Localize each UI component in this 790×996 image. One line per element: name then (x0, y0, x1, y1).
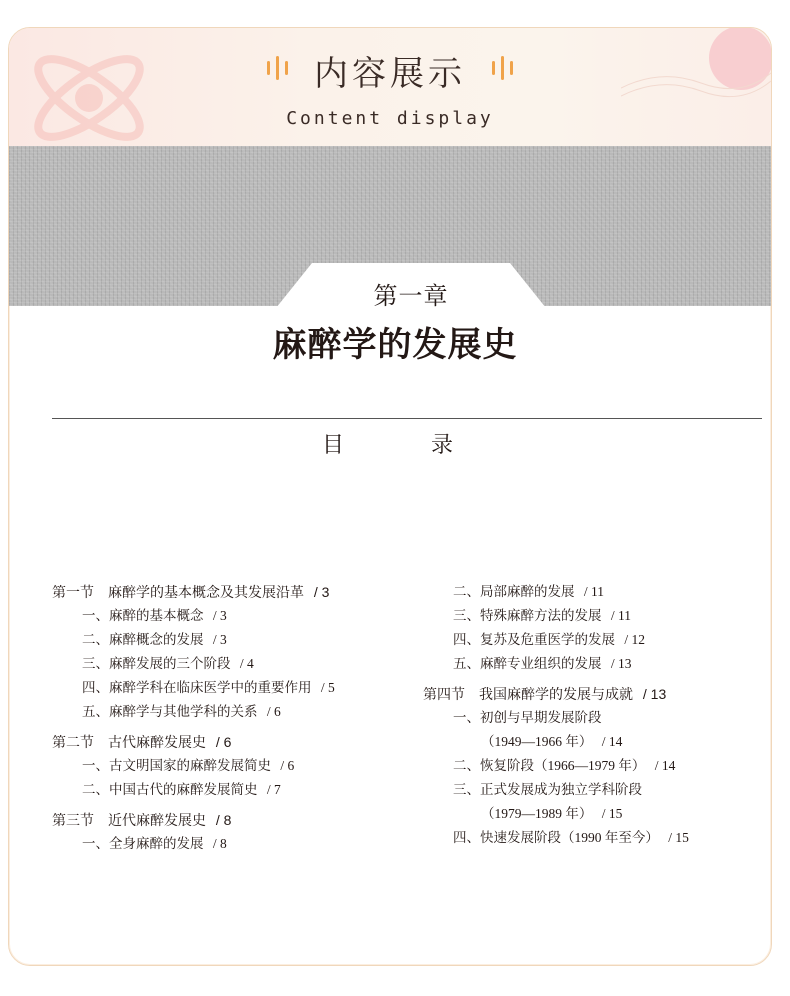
chapter-label: 第一章 (373, 282, 449, 310)
toc-entry (52, 676, 412, 700)
toc-section (52, 580, 412, 604)
toc-page-number: / 6 (263, 704, 281, 719)
toc-entry (52, 700, 412, 724)
toc-entry (52, 604, 412, 628)
bars-right-icon (489, 56, 516, 86)
toc-page-number: / 12 (621, 632, 646, 647)
toc-entry (423, 730, 763, 754)
toc-page-number: / 3 (310, 584, 330, 600)
toc-entry (423, 826, 763, 850)
toc-page-number: / 3 (209, 608, 227, 623)
toc-entry-text: 二、局部麻醉的发展 (453, 584, 575, 599)
toc-entry-text: 一、古文明国家的麻醉发展简史 (82, 758, 271, 773)
toc-entry-text: 二、麻醉概念的发展 (82, 632, 204, 647)
toc-entry-text: 三、特殊麻醉方法的发展 (453, 608, 602, 623)
toc-entry-text: 四、复苏及危重医学的发展 (453, 632, 615, 647)
toc-entry (423, 580, 763, 604)
toc-entry-text: 二、中国古代的麻醉发展简史 (82, 782, 258, 797)
toc-entry (52, 832, 412, 856)
toc-heading: 目 录 (322, 433, 493, 458)
toc-entry-text: 四、麻醉学科在临床医学中的重要作用 (82, 680, 312, 695)
toc-entry-text: 一、全身麻醉的发展 (82, 836, 204, 851)
toc-section (52, 730, 412, 754)
toc-entry (423, 802, 763, 826)
toc-entry-text: 三、麻醉发展的三个阶段 (82, 656, 231, 671)
header-banner (9, 28, 771, 146)
toc-page-number: / 4 (236, 656, 254, 671)
toc-entry-text: 三、正式发展成为独立学科阶段 (453, 782, 642, 797)
toc-entry-text: 第三节 近代麻醉发展史 (52, 812, 206, 828)
toc-page-number: / 5 (317, 680, 335, 695)
divider (52, 418, 762, 419)
toc-entry (52, 778, 412, 802)
toc-entry-text: 一、初创与早期发展阶段 (453, 710, 602, 725)
toc-entry (423, 628, 763, 652)
toc-entry (423, 604, 763, 628)
toc-right-column (423, 580, 763, 850)
toc-entry-text: 二、恢复阶段（1966—1979 年） (453, 758, 646, 773)
toc-page-number: / 15 (598, 806, 623, 821)
toc-page-number: / 8 (212, 812, 232, 828)
toc-entry (52, 628, 412, 652)
header-title-cn: 内容展示 (314, 54, 466, 94)
toc-page-number: / 8 (209, 836, 227, 851)
toc-entry-text: 一、麻醉的基本概念 (82, 608, 204, 623)
bars-left-icon (264, 56, 291, 86)
toc-page-number: / 6 (212, 734, 232, 750)
toc-entry (52, 652, 412, 676)
chapter-title: 麻醉学的发展史 (272, 325, 518, 365)
toc-entry (423, 706, 763, 730)
header-title-en: Content display (286, 108, 494, 129)
toc-page-number: / 3 (209, 632, 227, 647)
toc-entry-text: 第四节 我国麻醉学的发展与成就 (423, 686, 633, 702)
toc-page-number: / 15 (664, 830, 689, 845)
toc-entry (423, 754, 763, 778)
toc-page-number: / 11 (607, 608, 631, 623)
toc-page-number: / 13 (639, 686, 667, 702)
toc-entry (423, 778, 763, 802)
toc-entry-text: 第二节 古代麻醉发展史 (52, 734, 206, 750)
toc-entry (52, 754, 412, 778)
toc-entry-text: （1979—1989 年） (481, 806, 593, 821)
toc-page-number: / 14 (651, 758, 676, 773)
toc-page-number: / 13 (607, 656, 632, 671)
toc-page-number: / 14 (598, 734, 623, 749)
toc-section (423, 682, 763, 706)
header-title-row (9, 46, 771, 95)
toc-entry-text: 五、麻醉专业组织的发展 (453, 656, 602, 671)
toc-entry-text: 第一节 麻醉学的基本概念及其发展沿革 (52, 584, 304, 600)
toc-section (52, 808, 412, 832)
toc-entry-text: 四、快速发展阶段（1990 年至今） (453, 830, 659, 845)
toc-entry-text: （1949—1966 年） (481, 734, 593, 749)
toc-left-column (52, 580, 412, 856)
toc-page-number: / 6 (277, 758, 295, 773)
toc-entry (423, 652, 763, 676)
toc-page-number: / 7 (263, 782, 281, 797)
toc-entry-text: 五、麻醉学与其他学科的关系 (82, 704, 258, 719)
toc-page-number: / 11 (580, 584, 604, 599)
